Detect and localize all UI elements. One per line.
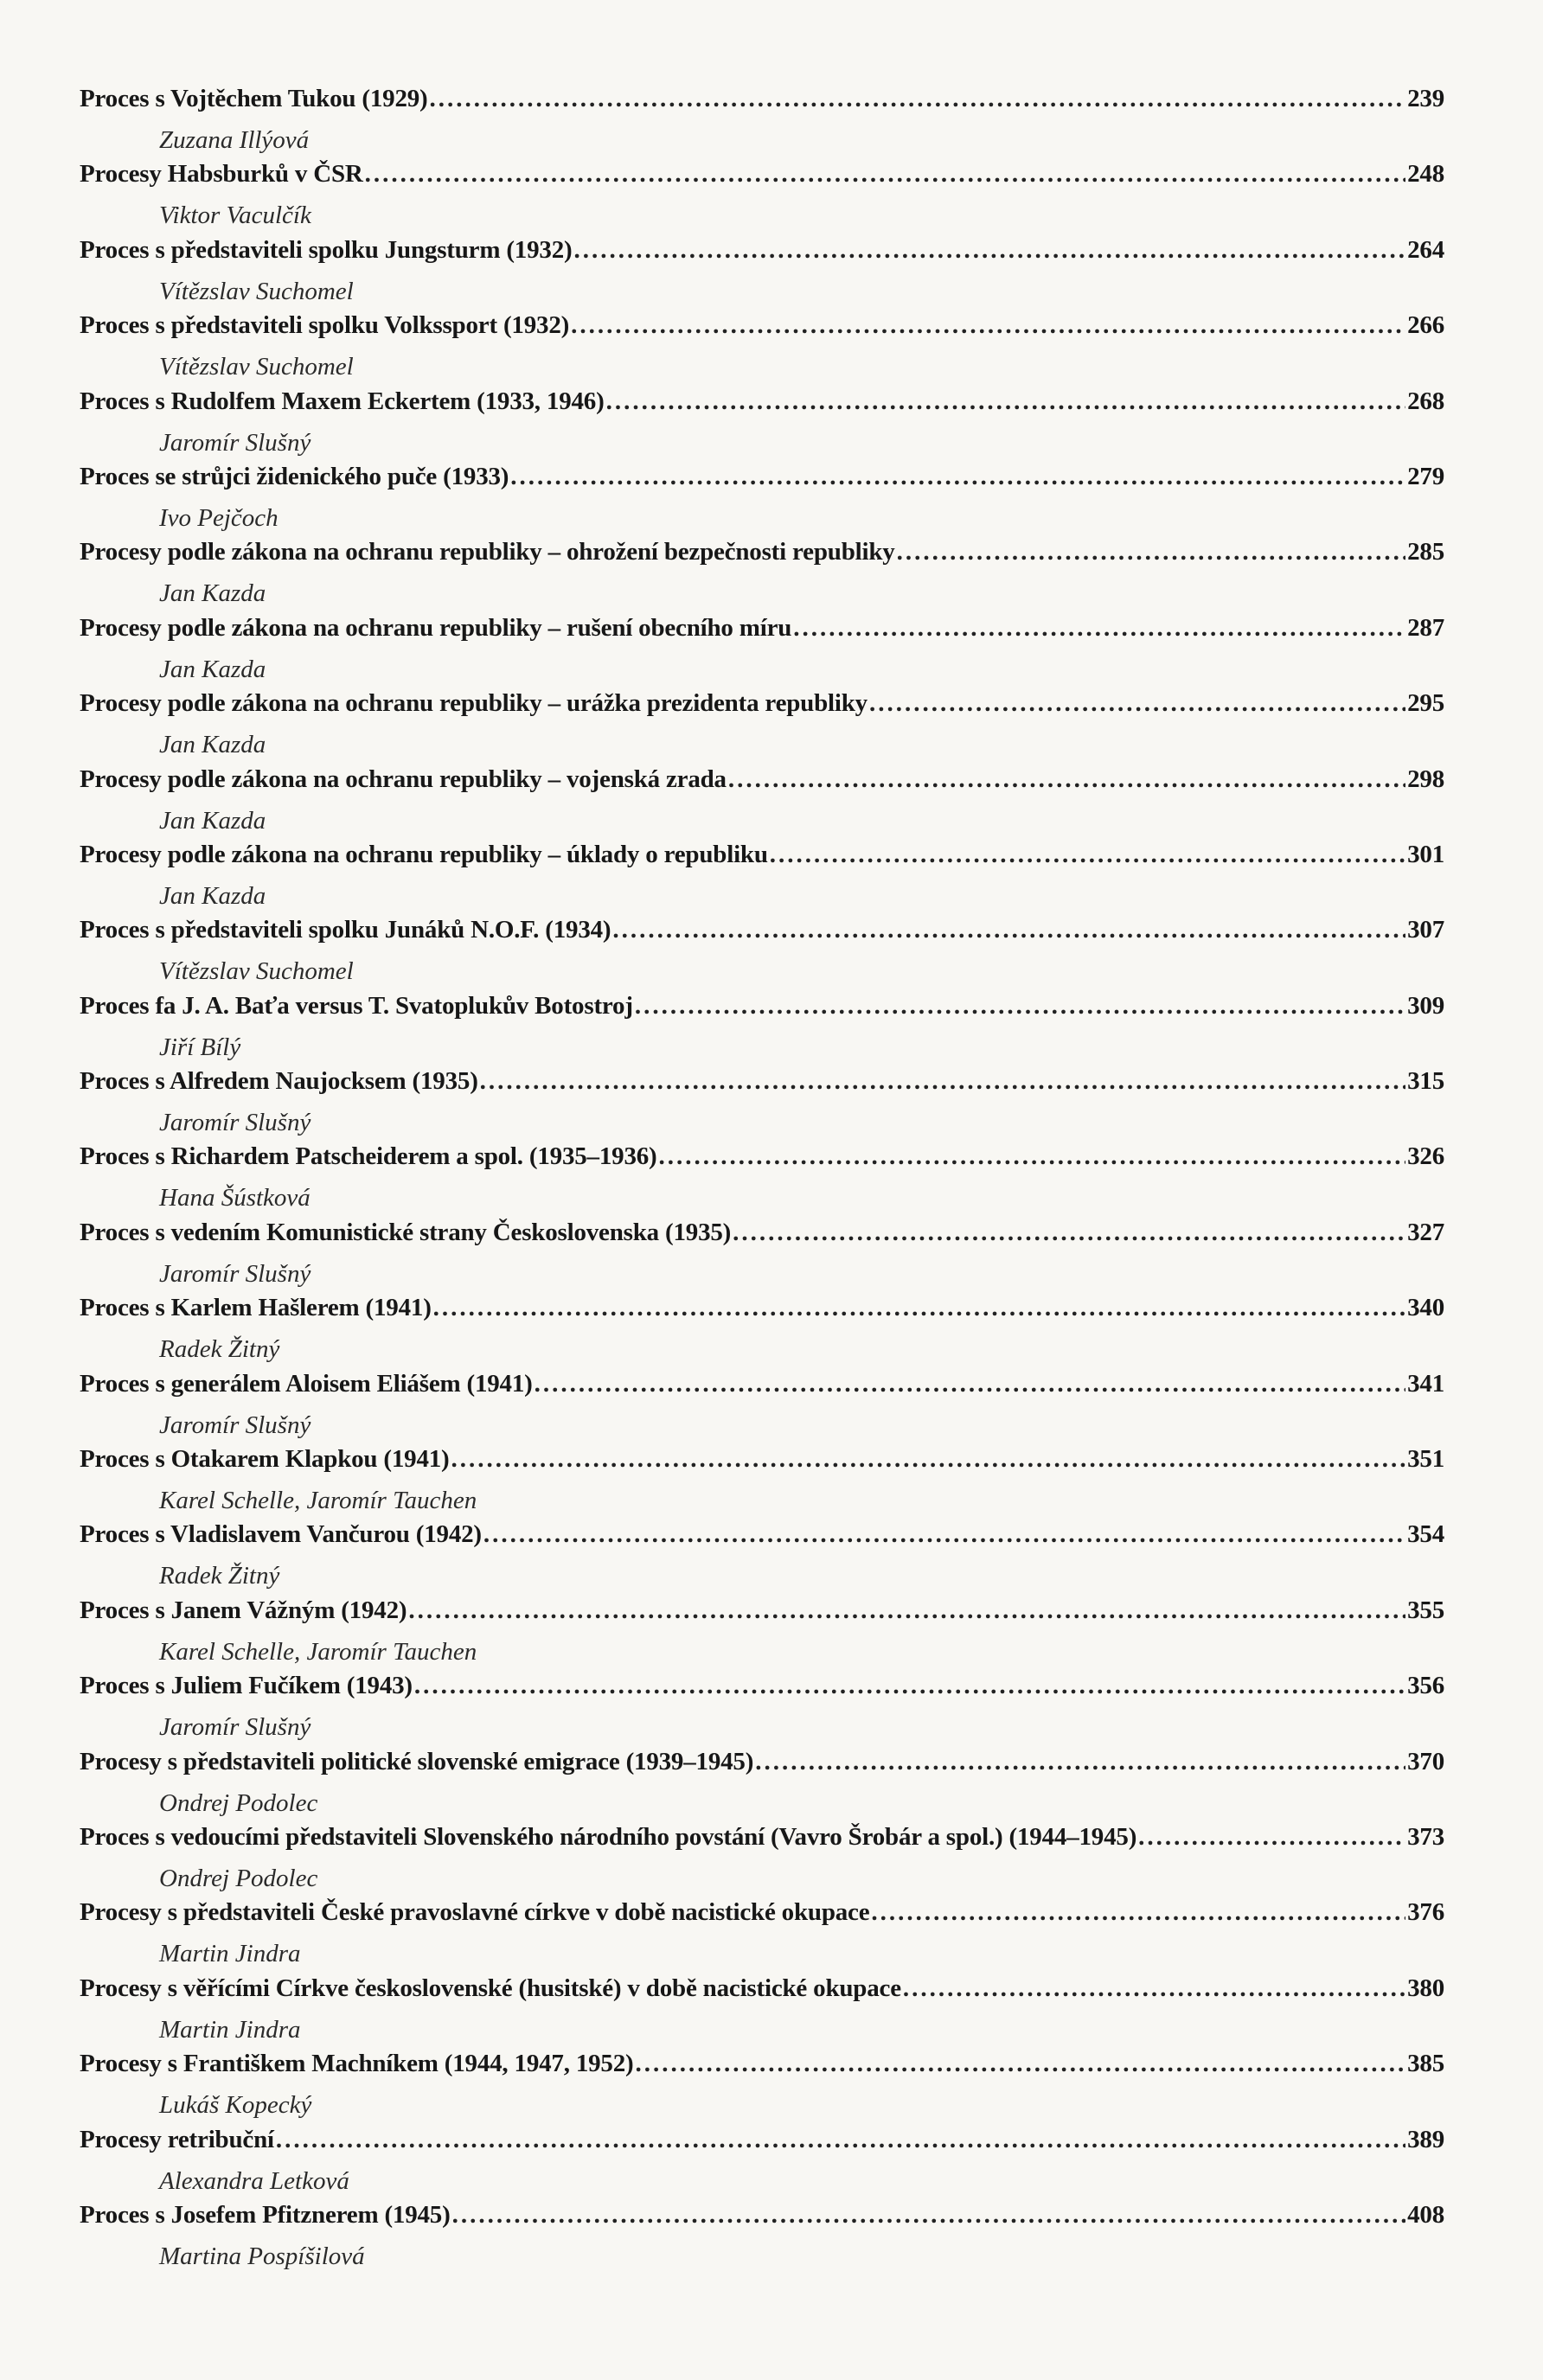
toc-entry-page: 301 [1407,840,1444,868]
leader-dots [659,1142,1406,1171]
toc-entry-author: Jan Kazda [159,655,266,683]
toc-entry [80,689,1444,765]
toc-entry-page: 307 [1407,916,1444,944]
leader-dots [571,311,1405,340]
toc-entry-title: Proces s představiteli spolku Junáků N.O.F. (1934) [80,916,611,944]
toc-entry-title: Proces s představiteli spolku Volkssport (1932) [80,311,570,340]
toc-entry [80,160,1444,235]
toc-entry-page: 376 [1407,1898,1444,1927]
leader-dots [728,765,1405,794]
leader-dots [612,916,1405,944]
toc-entry-page: 264 [1407,235,1444,264]
toc-entry [80,538,1444,613]
toc-entry [80,1748,1444,1823]
toc-entry-page: 248 [1407,160,1444,189]
toc-entry-line [80,2050,1444,2089]
toc-entry [80,1219,1444,1294]
toc-entry-page: 326 [1407,1142,1444,1171]
toc-entry-page: 385 [1407,2050,1444,2078]
leader-dots [365,160,1405,189]
toc-entry-line [80,1142,1444,1182]
toc-entry-author: Viktor Vaculčík [159,202,311,230]
leader-dots [408,1596,1405,1625]
toc-entry-line [80,463,1444,502]
toc-entry-title: Procesy s představiteli politické slovenské emigrace (1939–1945) [80,1747,754,1775]
toc-entry [80,992,1444,1067]
toc-entry-author: Vítězslav Suchomel [159,277,354,305]
leader-dots [452,2201,1406,2230]
toc-entry [80,1142,1444,1218]
toc-entry-line [80,1898,1444,1938]
toc-entry [80,1520,1444,1596]
toc-entry-page: 268 [1407,387,1444,415]
toc-entry-line [80,2126,1444,2166]
toc-entry-page: 298 [1407,765,1444,793]
leader-dots [903,1974,1405,2003]
toc-entry-page: 239 [1407,85,1444,112]
leader-dots [793,614,1405,643]
toc-entry-title: Procesy podle zákona na ochranu republiky – ohrožení bezpečnosti republiky [80,538,895,566]
toc-entry-page: 279 [1407,462,1444,490]
toc-entry-page: 287 [1407,613,1444,642]
leader-dots [733,1219,1405,1247]
toc-entry-line [80,1370,1444,1410]
toc-entry-title: Proces s Josefem Pfitznerem (1945) [80,2200,451,2229]
toc-entry-author: Ondrej Podolec [159,1864,318,1892]
toc-entry [80,614,1444,689]
toc-entry-line [80,1219,1444,1258]
toc-entry-line [80,85,1444,125]
toc-entry-title: Procesy retribuční [80,2125,274,2153]
toc-entry-author: Jan Kazda [159,579,266,608]
toc-entry-title: Procesy podle zákona na ochranu republiky – rušení obecního míru [80,613,792,642]
toc-entry-title: Proces s Alfredem Naujocksem (1935) [80,1067,478,1096]
toc-entry-line [80,387,1444,427]
toc-entry-page: 351 [1407,1445,1444,1474]
toc-entry-line [80,1672,1444,1711]
toc-entry-page: 380 [1407,1974,1444,2002]
leader-dots [433,1294,1405,1322]
toc-entry [80,2050,1444,2125]
leader-dots [897,538,1406,566]
toc-entry [80,1445,1444,1520]
toc-entry-author: Radek Žitný [159,1562,280,1590]
toc-entry-author: Radek Žitný [159,1335,280,1364]
toc-entry-title: Proces s představiteli spolku Jungsturm (1932) [80,235,573,264]
toc-entry-title: Proces s Juliem Fučíkem (1943) [80,1672,413,1700]
leader-dots [871,1898,1405,1927]
toc-entry [80,1370,1444,1445]
toc-entry-title: Proces s generálem Aloisem Eliášem (1941) [80,1369,533,1398]
toc-entry-author: Vítězslav Suchomel [159,957,354,986]
leader-dots [573,236,1405,265]
toc-entry-title: Proces s Karlem Hašlerem (1941) [80,1294,432,1322]
toc-entry-page: 370 [1407,1747,1444,1775]
toc-entry-title: Procesy Habsburků v ČSR [80,160,363,189]
toc-entry-page: 389 [1407,2125,1444,2153]
toc-entry-title: Proces s vedoucími představiteli Slovenského národního povstání (Vavro Šrobár a spol.) (1944–1945) [80,1822,1137,1851]
toc-entry-line [80,841,1444,880]
toc-entry-title: Proces s Otakarem Klapkou (1941) [80,1445,450,1474]
toc-entry-author: Jiří Bílý [159,1033,241,1061]
toc-entry-line [80,614,1444,654]
toc-entry-line [80,1445,1444,1485]
toc-entry-line [80,765,1444,805]
toc-entry [80,1974,1444,2050]
toc-entry-title: Proces se strůjci židenického puče (1933) [80,462,509,490]
toc-entry-line [80,1596,1444,1636]
toc-entry [80,765,1444,841]
toc-entry-author: Jaromír Slušný [159,1259,311,1288]
toc-entry [80,2126,1444,2201]
toc-entry-author: Jaromír Slušný [159,1109,311,1137]
toc-entry-line [80,1823,1444,1863]
toc-entry [80,1294,1444,1369]
toc-entry-line [80,1748,1444,1788]
table-of-contents [80,85,1444,2276]
toc-entry-line [80,311,1444,351]
toc-entry-line [80,2201,1444,2241]
toc-entry-page: 266 [1407,311,1444,340]
toc-entry-line [80,1520,1444,1560]
leader-dots [276,2126,1405,2154]
toc-entry-author: Jaromír Slušný [159,1713,311,1742]
toc-entry-line [80,1294,1444,1334]
toc-entry-author: Alexandra Letková [159,2166,349,2195]
toc-entry-title: Proces s Vladislavem Vančurou (1942) [80,1520,482,1549]
toc-entry-title: Proces s Richardem Patscheiderem a spol. (1935–1936) [80,1142,657,1171]
toc-entry [80,1898,1444,1974]
toc-entry-title: Procesy s Františkem Machníkem (1944, 1947, 1952) [80,2050,634,2078]
toc-entry-author: Martin Jindra [159,1940,301,1968]
toc-entry-line [80,538,1444,578]
toc-entry-line [80,1974,1444,2014]
toc-entry-author: Lukáš Kopecký [159,2091,312,2120]
toc-entry-author: Zuzana Illýová [159,126,310,154]
toc-entry-title: Procesy podle zákona na ochranu republiky – vojenská zrada [80,765,727,793]
toc-entry [80,236,1444,311]
toc-entry-page: 355 [1407,1596,1444,1624]
toc-entry-title: Procesy s představiteli České pravoslavné církve v době nacistické okupace [80,1898,870,1927]
toc-entry-line [80,236,1444,276]
leader-dots [869,689,1405,718]
leader-dots [770,841,1405,869]
leader-dots [535,1370,1405,1398]
toc-entry-line [80,160,1444,200]
toc-entry-title: Proces s Vojtěchem Tukou (1929) [80,85,428,112]
toc-entry [80,311,1444,387]
toc-entry [80,2201,1444,2276]
toc-entry-title: Proces s Rudolfem Maxem Eckertem (1933, 1946) [80,387,605,415]
toc-entry-page: 408 [1407,2200,1444,2229]
toc-entry-line [80,689,1444,729]
toc-entry-author: Ondrej Podolec [159,1788,318,1817]
toc-entry [80,916,1444,991]
toc-entry-author: Martin Jindra [159,2015,301,2044]
toc-entry-title: Procesy s věřícími Církve československé (husitské) v době nacistické okupace [80,1974,901,2002]
leader-dots [1138,1823,1405,1852]
toc-entry-author: Jan Kazda [159,731,266,759]
leader-dots [755,1748,1405,1776]
toc-entry-author: Martina Pospíšilová [159,2242,365,2270]
leader-dots [510,463,1405,491]
toc-entry [80,463,1444,538]
toc-entry-author: Hana Šústková [159,1184,311,1212]
leader-dots [414,1672,1405,1700]
toc-entry-page: 285 [1407,538,1444,566]
toc-entry-title: Procesy podle zákona na ochranu republiky – urážka prezidenta republiky [80,689,868,718]
toc-entry-author: Jan Kazda [159,806,266,835]
toc-entry [80,1596,1444,1672]
toc-entry-page: 309 [1407,991,1444,1020]
toc-entry-author: Karel Schelle, Jaromír Tauchen [159,1487,477,1515]
toc-entry [80,85,1444,160]
toc-entry-page: 341 [1407,1369,1444,1398]
toc-entry-page: 340 [1407,1294,1444,1322]
toc-entry-author: Jaromír Slušný [159,1411,311,1439]
toc-entry-line [80,916,1444,956]
toc-entry-page: 295 [1407,689,1444,718]
toc-entry-title: Proces fa J. A. Baťa versus T. Svatoplukův Botostroj [80,991,633,1020]
leader-dots [451,1445,1406,1474]
toc-entry-page: 373 [1407,1822,1444,1851]
leader-dots [635,992,1405,1020]
toc-entry-author: Karel Schelle, Jaromír Tauchen [159,1637,477,1666]
toc-entry-author: Vítězslav Suchomel [159,353,354,381]
toc-entry-page: 354 [1407,1520,1444,1549]
toc-entry-page: 315 [1407,1067,1444,1096]
toc-entry-author: Ivo Pejčoch [159,503,279,532]
toc-entry [80,1067,1444,1142]
toc-entry-line [80,992,1444,1032]
toc-entry-author: Jaromír Slušný [159,428,311,457]
leader-dots [635,2050,1405,2078]
toc-entry-title: Procesy podle zákona na ochranu republiky – úklady o republiku [80,840,768,868]
leader-dots [430,85,1406,113]
leader-dots [606,387,1406,416]
toc-entry [80,387,1444,463]
toc-entry-title: Proces s Janem Vážným (1942) [80,1596,407,1624]
toc-entry [80,1823,1444,1898]
toc-entry-line [80,1067,1444,1107]
toc-entry-title: Proces s vedením Komunistické strany Československa (1935) [80,1218,732,1246]
leader-dots [480,1067,1405,1096]
toc-entry [80,841,1444,916]
toc-entry [80,1672,1444,1747]
toc-entry-page: 327 [1407,1218,1444,1246]
leader-dots [483,1520,1405,1549]
toc-entry-page: 356 [1407,1672,1444,1700]
toc-entry-author: Jan Kazda [159,881,266,910]
